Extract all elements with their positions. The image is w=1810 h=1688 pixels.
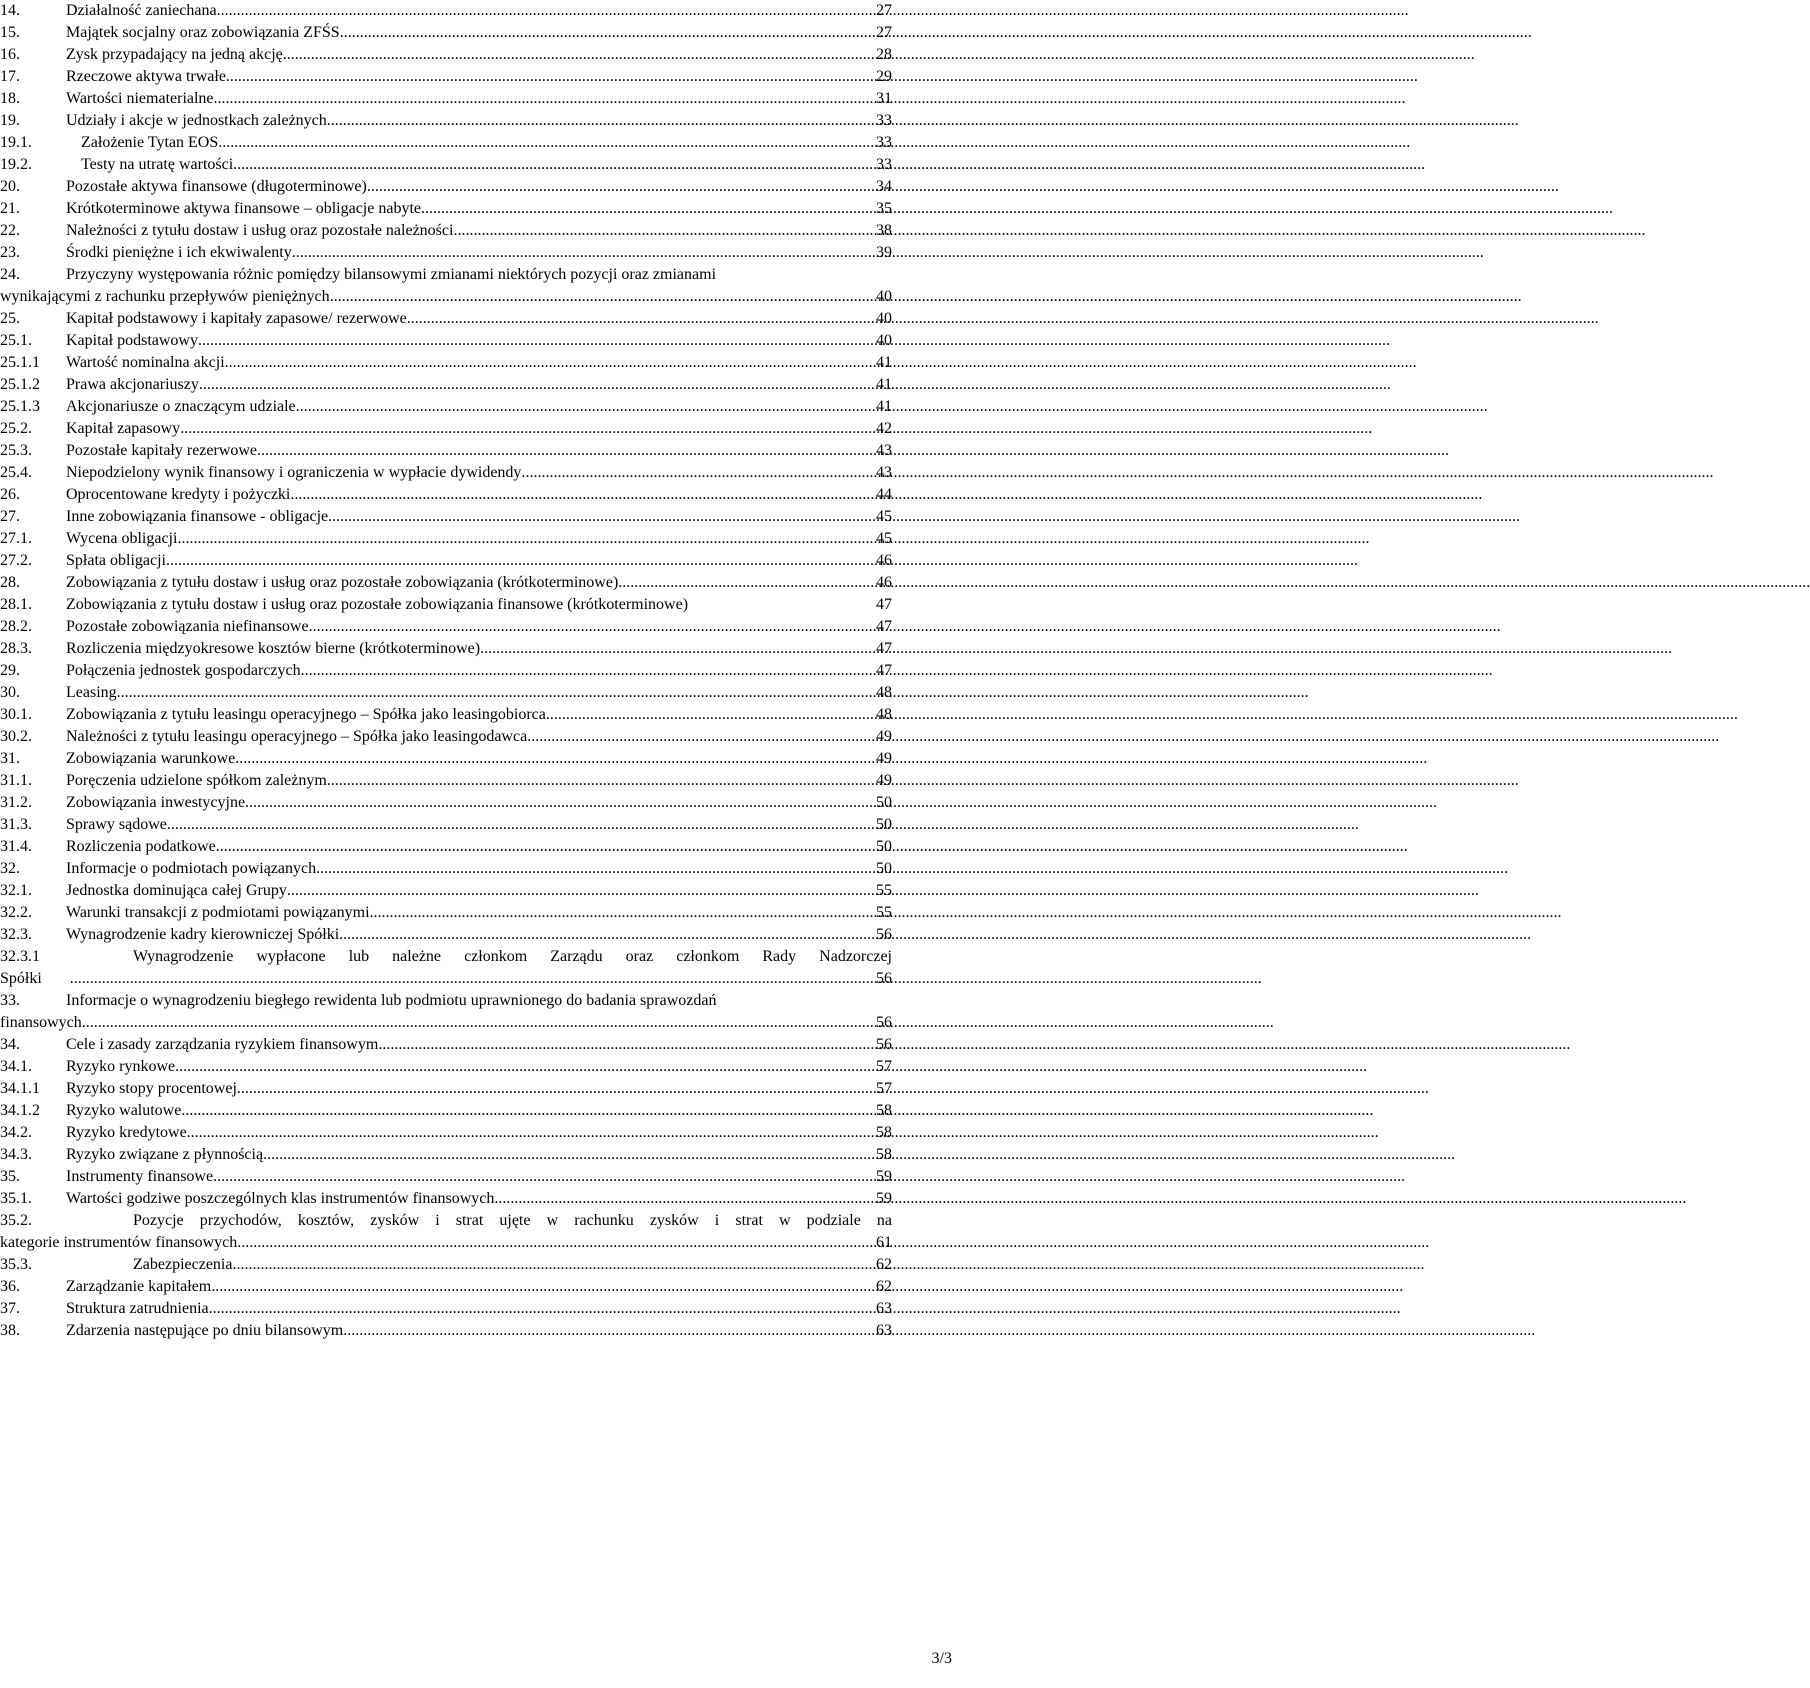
toc-entry-number: 19. (0, 112, 20, 129)
toc-entry-title[interactable]: Niepodzielony wynik finansowy i ograniczenia w wypłacie dywidendy (66, 464, 522, 481)
toc-entry-title[interactable]: Rozliczenia międzyokresowe kosztów bierne (krótkoterminowe) (66, 640, 481, 657)
dot-leader (226, 66, 876, 88)
toc-entry-title[interactable]: Oprocentowane kredyty i pożyczki (66, 486, 291, 503)
toc-entry-number: 32.3.1 (0, 948, 40, 965)
dot-leader (290, 484, 876, 506)
dot-leader (370, 902, 876, 924)
toc-entry-number: 32. (0, 860, 20, 877)
toc-entry[interactable] (0, 1298, 892, 1320)
toc-entry[interactable] (0, 264, 892, 308)
toc-entry[interactable] (0, 88, 892, 110)
toc-entry-page[interactable]: 55 (876, 904, 892, 921)
toc-entry[interactable] (0, 484, 892, 506)
toc-entry-page[interactable]: 31 (876, 90, 892, 107)
toc-entry-number: 37. (0, 1300, 20, 1317)
toc-entry-number: 18. (0, 90, 20, 107)
toc-entry[interactable] (0, 440, 892, 462)
toc-entry[interactable] (0, 1254, 892, 1276)
dot-leader (257, 440, 876, 462)
toc-entry-title[interactable]: Zobowiązania z tytułu dostaw i usług oraz pozostałe zobowiązania finansowe (krótkoterminowe) (66, 596, 689, 613)
toc-entry-page[interactable]: 47 (876, 640, 892, 657)
toc-entry-title[interactable]: Sprawy sądowe (66, 816, 167, 833)
dot-leader (166, 550, 876, 572)
toc-entry-title[interactable]: Zarządzanie kapitałem (66, 1278, 212, 1295)
toc-entry-page[interactable]: 45 (876, 508, 892, 525)
toc-entry-title[interactable]: Należności z tytułu leasingu operacyjnego – Spółka jako leasingodawca (66, 728, 528, 745)
toc-entry[interactable] (0, 330, 892, 352)
toc-entry-title-continued: kategorie instrumentów finansowych (0, 1234, 238, 1251)
dot-leader (527, 726, 876, 748)
toc-entry-title[interactable]: Kapitał podstawowy (66, 332, 198, 349)
toc-entry-page[interactable]: 40 (876, 332, 892, 349)
toc-entry[interactable] (0, 154, 892, 176)
toc-entry-page[interactable]: 46 (876, 574, 892, 591)
dot-leader (199, 374, 876, 396)
toc-entry-number: 38. (0, 1322, 20, 1339)
toc-entry[interactable] (0, 1078, 892, 1100)
toc-entry-page[interactable]: 47 (876, 618, 892, 635)
toc-entry-number: 33. (0, 992, 20, 1009)
toc-entry-page[interactable]: 42 (876, 420, 892, 437)
dot-leader (218, 132, 876, 154)
toc-entry-number: 36. (0, 1278, 20, 1295)
toc-entry-number: 32.2. (0, 904, 32, 921)
toc-entry-page[interactable]: 41 (876, 354, 892, 371)
toc-entry-page[interactable]: 57 (876, 1058, 892, 1075)
toc-entry-number: 28. (0, 574, 20, 591)
toc-entry-number: 32.1. (0, 882, 32, 899)
toc-entry[interactable] (0, 858, 892, 880)
toc-entry[interactable] (0, 1144, 892, 1166)
toc-entry-page[interactable]: 49 (876, 750, 892, 767)
toc-entry[interactable] (0, 308, 892, 330)
dot-leader (327, 110, 876, 132)
toc-entry-page[interactable]: 58 (876, 1102, 892, 1119)
dot-leader (232, 1254, 876, 1276)
toc-entry[interactable] (0, 704, 892, 726)
toc-entry-number: 28.2. (0, 618, 32, 635)
toc-entry-title[interactable]: Inne zobowiązania finansowe - obligacje (66, 508, 329, 525)
toc-entry-number: 15. (0, 24, 20, 41)
toc-entry-number: 35.3. (0, 1256, 32, 1273)
toc-entry-title[interactable]: Krótkoterminowe aktywa finansowe – obligacje nabyte (66, 200, 421, 217)
toc-entry-page[interactable]: 49 (876, 772, 892, 789)
toc-entry-number: 31.4. (0, 838, 32, 855)
toc-entry[interactable] (0, 660, 892, 682)
toc-entry-title[interactable]: Połączenia jednostek gospodarczych (66, 662, 301, 679)
toc-entry-number: 14. (0, 2, 20, 19)
toc-entry-number: 29. (0, 662, 20, 679)
toc-entry-number: 34.1.2 (0, 1102, 40, 1119)
toc-entry-number: 34. (0, 1036, 20, 1053)
toc-entry-number: 17. (0, 68, 20, 85)
dot-leader (167, 814, 876, 836)
toc-entry-title[interactable]: Rzeczowe aktywa trwałe (66, 68, 226, 85)
toc-entry-page[interactable]: 33 (876, 156, 892, 173)
toc-entry-title[interactable]: Środki pieniężne i ich ekwiwalenty (66, 244, 292, 261)
dot-leader (618, 572, 876, 594)
toc-entry-number: 25.4. (0, 464, 32, 481)
dot-leader (407, 308, 876, 330)
toc-entry-page[interactable]: 47 (876, 662, 892, 679)
toc-entry-title[interactable]: Pozostałe kapitały rezerwowe (66, 442, 258, 459)
toc-entry-number: 25.1.1 (0, 354, 40, 371)
toc-entry-title[interactable]: Ryzyko stopy procentowej (66, 1080, 237, 1097)
dot-leader (330, 286, 876, 308)
dot-leader (327, 770, 876, 792)
toc-entry-page[interactable]: 56 (876, 1036, 892, 1053)
toc-entry-page[interactable]: 61 (876, 1234, 892, 1251)
toc-entry[interactable] (0, 836, 892, 858)
toc-entry[interactable] (0, 946, 892, 990)
toc-entry-page[interactable]: 50 (876, 860, 892, 877)
toc-entry[interactable] (0, 1034, 892, 1056)
toc-entry[interactable] (0, 352, 892, 374)
toc-entry-page[interactable]: 46 (876, 552, 892, 569)
dot-leader (339, 924, 876, 946)
toc-entry-number: 31.2. (0, 794, 32, 811)
toc-entry-title[interactable]: Zobowiązania warunkowe (66, 750, 236, 767)
toc-entry[interactable] (0, 22, 892, 44)
toc-entry-title[interactable]: Ryzyko rynkowe (66, 1058, 176, 1075)
dot-leader (287, 880, 876, 902)
toc-entry[interactable] (0, 198, 892, 220)
toc-entry-title[interactable]: Testy na utratę wartości (81, 156, 234, 173)
toc-entry-title[interactable]: Zdarzenia następujące po dniu bilansowym (66, 1322, 344, 1339)
toc-entry[interactable] (0, 550, 892, 572)
toc-entry-title[interactable]: Cele i zasady zarządzania ryzykiem finansowym (66, 1036, 379, 1053)
toc-entry-page[interactable]: 27 (876, 24, 892, 41)
dot-leader (480, 638, 876, 660)
toc-entry-title[interactable]: Struktura zatrudnienia (66, 1300, 209, 1317)
toc-entry[interactable] (0, 462, 892, 484)
dot-leader (453, 220, 876, 242)
toc-entry-number: 19.2. (0, 156, 32, 173)
toc-entry[interactable] (0, 506, 892, 528)
toc-entry-title[interactable]: Zobowiązania inwestycyjne (66, 794, 246, 811)
dot-leader (309, 616, 876, 638)
toc-entry-page[interactable]: 43 (876, 464, 892, 481)
dot-leader (296, 396, 876, 418)
toc-entry[interactable] (0, 880, 892, 902)
dot-leader (82, 1012, 876, 1034)
toc-entry-page[interactable]: 45 (876, 530, 892, 547)
toc-entry-number: 22. (0, 222, 20, 239)
toc-entry-number: 24. (0, 266, 20, 283)
toc-entry[interactable] (0, 242, 892, 264)
toc-entry-number: 32.3. (0, 926, 32, 943)
dot-leader (209, 1298, 876, 1320)
dot-leader (367, 176, 876, 198)
page-number: 3/3 (931, 1650, 952, 1667)
dot-leader (216, 836, 876, 858)
toc-entry[interactable] (0, 616, 892, 638)
toc-entry-title[interactable]: Wartość nominalna akcji (66, 354, 225, 371)
toc-entry-title[interactable]: Założenie Tytan EOS (81, 134, 219, 151)
toc-entry-number: 35.2. (0, 1212, 32, 1229)
dot-leader (214, 88, 876, 110)
toc-entry[interactable] (0, 748, 892, 770)
toc-entry-title[interactable]: Ryzyko kredytowe (66, 1124, 187, 1141)
dot-leader (117, 682, 876, 704)
toc-entry-number: 30.2. (0, 728, 32, 745)
toc-entry-page[interactable]: 41 (876, 376, 892, 393)
table-of-contents (0, 0, 892, 1342)
toc-entry-page[interactable]: 41 (876, 398, 892, 415)
toc-entry-title[interactable]: Spłata obligacji (66, 552, 166, 569)
toc-entry-page[interactable]: 62 (876, 1278, 892, 1295)
toc-entry-page[interactable]: 58 (876, 1124, 892, 1141)
toc-entry-page[interactable]: 62 (876, 1256, 892, 1273)
toc-entry-number: 25.1.3 (0, 398, 40, 415)
toc-entry-title[interactable]: Rozliczenia podatkowe (66, 838, 216, 855)
toc-entry-number: 27. (0, 508, 20, 525)
toc-entry-title: Informacje o wynagrodzeniu biegłego rewidenta lub podmiotu uprawnionego do badania sprawozdań (66, 992, 717, 1009)
dot-leader (70, 968, 876, 990)
dot-leader (198, 330, 876, 352)
toc-entry[interactable] (0, 132, 892, 154)
toc-entry-page[interactable]: 63 (876, 1300, 892, 1317)
toc-entry-page[interactable]: 48 (876, 684, 892, 701)
toc-entry-page[interactable]: 50 (876, 794, 892, 811)
toc-entry-page[interactable]: 33 (876, 112, 892, 129)
toc-entry-title[interactable]: Udziały i akcje w jednostkach zależnych (66, 112, 327, 129)
dot-leader (245, 792, 876, 814)
toc-entry-number: 34.3. (0, 1146, 32, 1163)
dot-leader (237, 1232, 876, 1254)
toc-entry-page[interactable]: 40 (876, 288, 892, 305)
dot-leader (225, 352, 876, 374)
toc-entry[interactable] (0, 638, 892, 660)
toc-entry[interactable] (0, 528, 892, 550)
dot-leader (340, 22, 876, 44)
toc-entry-number: 35.1. (0, 1190, 32, 1207)
toc-entry-number: 34.1. (0, 1058, 32, 1075)
toc-entry[interactable] (0, 1210, 892, 1254)
dot-leader (217, 0, 876, 22)
toc-entry-title[interactable]: Pozostałe aktywa finansowe (długoterminowe) (66, 178, 367, 195)
toc-entry-page[interactable]: 48 (876, 706, 892, 723)
toc-entry-page[interactable]: 29 (876, 68, 892, 85)
dot-leader (175, 1056, 876, 1078)
toc-entry-title[interactable]: Majątek socjalny oraz zobowiązania ZFŚS (66, 24, 340, 41)
toc-entry-title[interactable]: Zobowiązania z tytułu leasingu operacyjnego – Spółka jako leasingobiorca (66, 706, 546, 723)
toc-entry-title[interactable]: Należności z tytułu dostaw i usług oraz pozostałe należności (66, 222, 454, 239)
toc-entry-title: Wynagrodzenie wypłacone lub należne członkom Zarządu oraz członkom Rady Nadzorczej (133, 948, 892, 965)
toc-entry[interactable] (0, 396, 892, 418)
dot-leader (237, 1078, 876, 1100)
toc-entry[interactable] (0, 990, 892, 1034)
toc-entry-page[interactable]: 49 (876, 728, 892, 745)
toc-entry[interactable] (0, 1320, 892, 1342)
toc-entry-number: 34.2. (0, 1124, 32, 1141)
toc-entry-page[interactable]: 55 (876, 882, 892, 899)
dot-leader (546, 704, 876, 726)
toc-entry-title[interactable]: Pozostałe zobowiązania niefinansowe (66, 618, 309, 635)
toc-entry-page[interactable]: 56 (876, 926, 892, 943)
toc-entry-title[interactable]: Poręczenia udzielone spółkom zależnym (66, 772, 327, 789)
dot-leader (233, 154, 876, 176)
toc-entry-number: 30.1. (0, 706, 32, 723)
toc-entry-title[interactable]: Zabezpieczenia (133, 1256, 233, 1273)
toc-entry-title[interactable]: Informacje o podmiotach powiązanych (66, 860, 317, 877)
dot-leader (213, 1166, 876, 1188)
dot-leader (316, 858, 876, 880)
toc-entry-page[interactable]: 27 (876, 2, 892, 19)
toc-entry-page[interactable]: 50 (876, 816, 892, 833)
toc-entry-page[interactable]: 47 (876, 596, 892, 613)
toc-entry-page[interactable]: 28 (876, 46, 892, 63)
toc-entry-number: 27.2. (0, 552, 32, 569)
toc-entry-number: 25.3. (0, 442, 32, 459)
toc-entry-title[interactable]: Jednostka dominująca całej Grupy (66, 882, 287, 899)
toc-entry[interactable] (0, 902, 892, 924)
toc-entry-title-continued: wynikającymi z rachunku przepływów pieniężnych (0, 288, 330, 305)
toc-entry[interactable] (0, 1166, 892, 1188)
toc-entry-page[interactable]: 59 (876, 1168, 892, 1185)
toc-entry-title[interactable]: Wartości niematerialne (66, 90, 214, 107)
toc-entry[interactable] (0, 682, 892, 704)
toc-entry-page[interactable]: 39 (876, 244, 892, 261)
toc-entry-page[interactable]: 58 (876, 1146, 892, 1163)
toc-entry-number: 25.1.2 (0, 376, 40, 393)
toc-entry[interactable] (0, 1100, 892, 1122)
dot-leader (301, 660, 876, 682)
toc-entry-number: 25. (0, 310, 20, 327)
toc-entry-number: 23. (0, 244, 20, 261)
toc-entry-title: Przyczyny występowania różnic pomiędzy bilansowymi zmianami niektórych pozycji oraz zmianami (66, 266, 717, 283)
toc-entry[interactable] (0, 1188, 892, 1210)
dot-leader (181, 1100, 876, 1122)
toc-entry[interactable] (0, 110, 892, 132)
toc-entry-title: Pozycje przychodów, kosztów, zysków i strat ujęte w rachunku zysków i strat w podziale na (133, 1212, 892, 1229)
toc-entry-number: 28.1. (0, 596, 32, 613)
toc-entry[interactable] (0, 1056, 892, 1078)
toc-entry[interactable] (0, 594, 892, 616)
toc-entry[interactable] (0, 726, 892, 748)
dot-leader (328, 506, 876, 528)
toc-entry-number: 25.1. (0, 332, 32, 349)
toc-entry-number: 21. (0, 200, 20, 217)
toc-entry-title-continued: Spółki (0, 970, 42, 987)
dot-leader (263, 1144, 876, 1166)
toc-entry-page[interactable]: 43 (876, 442, 892, 459)
dot-leader (292, 242, 876, 264)
dot-leader (378, 1034, 876, 1056)
toc-entry-title-continued: finansowych (0, 1014, 82, 1031)
toc-entry[interactable] (0, 44, 892, 66)
toc-entry-number: 30. (0, 684, 20, 701)
toc-entry-page[interactable]: 35 (876, 200, 892, 217)
dot-leader (235, 748, 876, 770)
toc-entry-number: 19.1. (0, 134, 32, 151)
toc-entry-page[interactable]: 59 (876, 1190, 892, 1207)
dot-leader (177, 528, 876, 550)
toc-entry-page[interactable]: 63 (876, 1322, 892, 1339)
toc-entry-title[interactable]: Prawa akcjonariuszy (66, 376, 199, 393)
toc-entry-page[interactable]: 56 (876, 970, 892, 987)
toc-entry-title[interactable]: Wynagrodzenie kadry kierowniczej Spółki (66, 926, 340, 943)
toc-entry[interactable] (0, 572, 892, 594)
toc-entry-number: 20. (0, 178, 20, 195)
toc-entry[interactable] (0, 1276, 892, 1298)
dot-leader (211, 1276, 876, 1298)
toc-entry-page[interactable]: 44 (876, 486, 892, 503)
toc-entry-page[interactable]: 33 (876, 134, 892, 151)
toc-entry[interactable] (0, 176, 892, 198)
toc-entry-number: 31.3. (0, 816, 32, 833)
toc-entry-page[interactable]: 56 (876, 1014, 892, 1031)
toc-entry[interactable] (0, 220, 892, 242)
toc-entry-title[interactable]: Zobowiązania z tytułu dostaw i usług oraz pozostałe zobowiązania (krótkoterminowe) (66, 574, 619, 591)
toc-entry[interactable] (0, 792, 892, 814)
toc-entry[interactable] (0, 66, 892, 88)
toc-entry-page[interactable]: 50 (876, 838, 892, 855)
toc-entry[interactable] (0, 374, 892, 396)
toc-entry[interactable] (0, 0, 892, 22)
toc-entry-number: 26. (0, 486, 20, 503)
toc-entry-title[interactable]: Zysk przypadający na jedną akcję (66, 46, 283, 63)
toc-entry-number: 31.1. (0, 772, 32, 789)
toc-entry-title[interactable]: Wartości godziwe poszczególnych klas instrumentów finansowych (66, 1190, 495, 1207)
dot-leader (421, 198, 876, 220)
toc-entry-title[interactable]: Leasing (66, 684, 117, 701)
toc-entry-number: 25.2. (0, 420, 32, 437)
dot-leader (187, 1122, 876, 1144)
toc-entry-title[interactable]: Wycena obligacji (66, 530, 178, 547)
dot-leader (283, 44, 876, 66)
toc-entry-number: 35. (0, 1168, 20, 1185)
toc-entry-title[interactable]: Działalność zaniechana (66, 2, 217, 19)
dot-leader (494, 1188, 876, 1210)
toc-entry-title[interactable]: Instrumenty finansowe (66, 1168, 214, 1185)
toc-entry-page[interactable]: 57 (876, 1080, 892, 1097)
toc-entry-page[interactable]: 40 (876, 310, 892, 327)
toc-entry-number: 16. (0, 46, 20, 63)
dot-leader (521, 462, 876, 484)
toc-entry-title[interactable]: Warunki transakcji z podmiotami powiązanymi (66, 904, 370, 921)
toc-entry[interactable] (0, 770, 892, 792)
toc-entry-number: 31. (0, 750, 20, 767)
toc-entry-title[interactable]: Kapitał podstawowy i kapitały zapasowe/ rezerwowe (66, 310, 407, 327)
toc-entry[interactable] (0, 814, 892, 836)
toc-entry[interactable] (0, 1122, 892, 1144)
toc-entry-page[interactable]: 34 (876, 178, 892, 195)
toc-entry-page[interactable]: 38 (876, 222, 892, 239)
toc-entry[interactable] (0, 924, 892, 946)
dot-leader (343, 1320, 876, 1342)
toc-entry[interactable] (0, 418, 892, 440)
toc-entry-number: 28.3. (0, 640, 32, 657)
toc-entry-title[interactable]: Kapitał zapasowy (66, 420, 181, 437)
toc-entry-title[interactable]: Ryzyko związane z płynnością (66, 1146, 264, 1163)
toc-entry-number: 27.1. (0, 530, 32, 547)
toc-entry-title[interactable]: Ryzyko walutowe (66, 1102, 182, 1119)
toc-entry-number: 34.1.1 (0, 1080, 40, 1097)
dot-leader (180, 418, 876, 440)
toc-entry-title[interactable]: Akcjonariusze o znaczącym udziale (66, 398, 296, 415)
